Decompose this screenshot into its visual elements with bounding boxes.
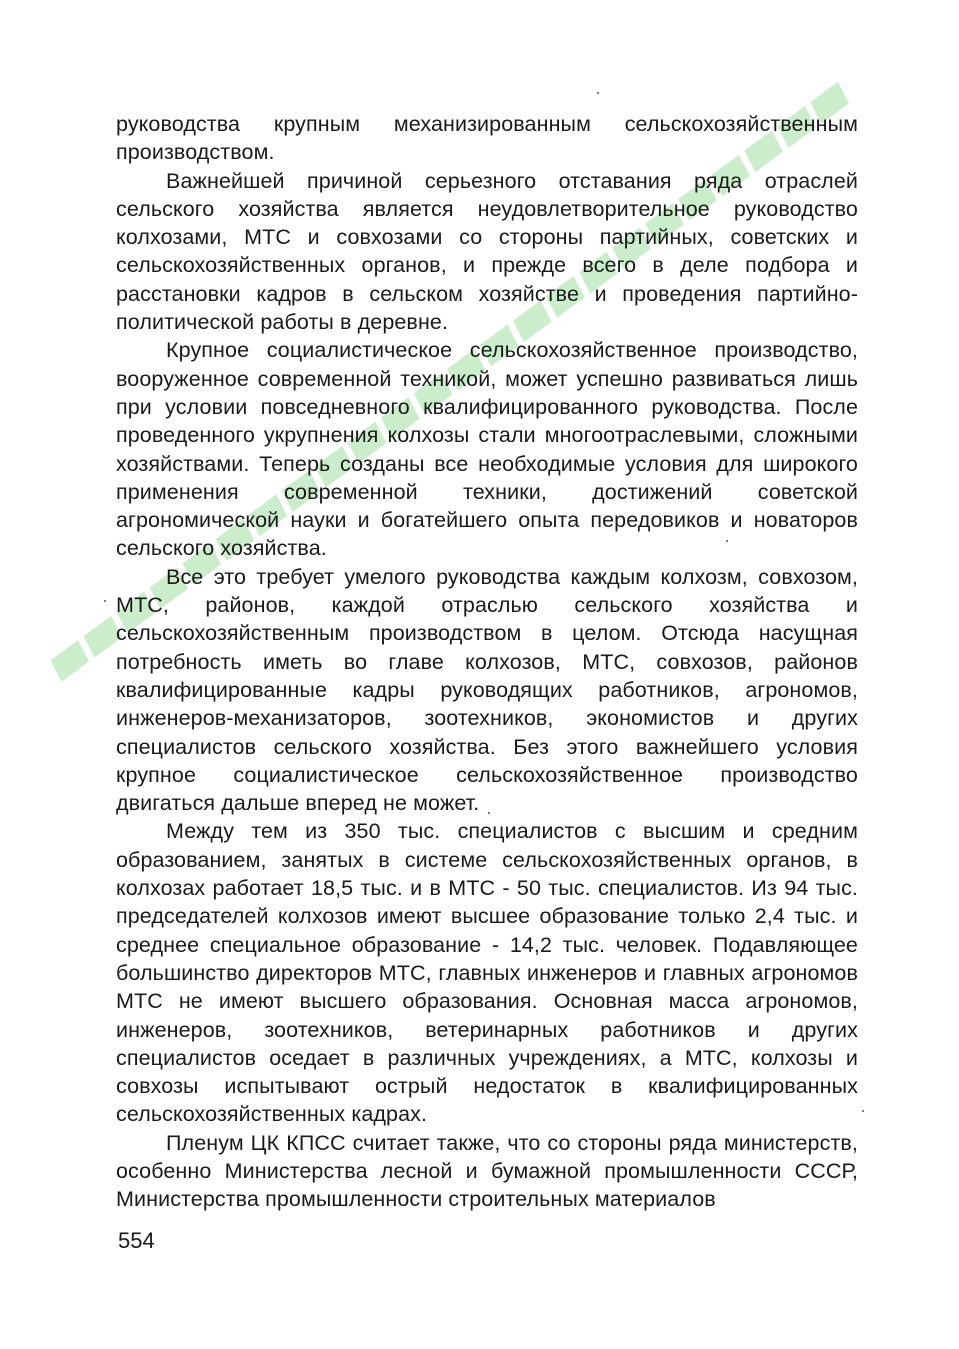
page-number: 554 (118, 1228, 155, 1253)
scan-speck (862, 1110, 864, 1112)
scan-speck (726, 540, 728, 542)
scan-speck (597, 92, 599, 94)
paragraph: Все это требует умелого руководства каждым колхозм, совхозом, МТС, районов, каждой отраслью сельского хозяйства и сельскохозяйственным производством в целом. Отсюда насущная потребность иметь во главе колхозов, МТС, совхозов, районов квалифицированные кадры руководящих работников, агрономов, инженеров-механизаторов, зоотехников, экономистов и других специалистов сельского хозяйства. Без этого важнейшего условия крупное социалистическое сельскохозяйственное производство двигаться дальше вперед не может. (116, 564, 858, 816)
paragraph-continuation: руководства крупным механизированным сельскохозяйственным производством. (116, 112, 858, 165)
scan-speck (488, 812, 490, 814)
paragraph: Пленум ЦК КПСС считает также, что со стороны ряда министерств, особенно Министерства лесной и бумажной промышленности СССР, Министерства промышленности строительных материалов (116, 1130, 858, 1212)
scan-speck (104, 600, 106, 602)
paragraph: Между тем из 350 тыс. специалистов с высшим и средним образованием, занятых в системе сельскохозяйственных органов, в колхозах работает 18,5 тыс. и в МТС - 50 тыс. специалистов. Из 94 тыс. председателей колхозов имеют высшее образование только 2,4 тыс. и среднее специальное образование - 14,2 тыс. человек. Подавляющее большинство директоров МТС, главных инженеров и главных агрономов МТС не имеют высшего образования. Основная масса агрономов, инженеров, зоотехников, ветеринарных работников и других специалистов оседает в различных учреждениях, а МТС, колхозы и совхозы испытывают острый недостаток в квалифицированных сельскохозяйственных кадрах. (116, 819, 858, 1127)
paragraph: Крупное социалистическое сельскохозяйственное производство, вооруженное современной техникой, может успешно развиваться лишь при условии повседневного квалифицированного руководства. После проведенного укрупнения колхозы стали многоотраслевыми, сложными хозяйствами. Теперь созданы все необходимые условия для широкого применения современной техники, достижений советской агрономической науки и богатейшего опыта передовиков и новаторов сельского хозяйства. (116, 338, 858, 561)
body-text (116, 110, 858, 1214)
paragraph: Важнейшей причиной серьезного отставания ряда отраслей сельского хозяйства является неудовлетворительное руководство колхозами, МТС и совхозами со стороны партийных, советских и сельскохозяйственных органов, и прежде всего в деле подбора и расстановки кадров в сельском хозяйстве и проведения партийно-политической работы в деревне. (116, 168, 858, 335)
